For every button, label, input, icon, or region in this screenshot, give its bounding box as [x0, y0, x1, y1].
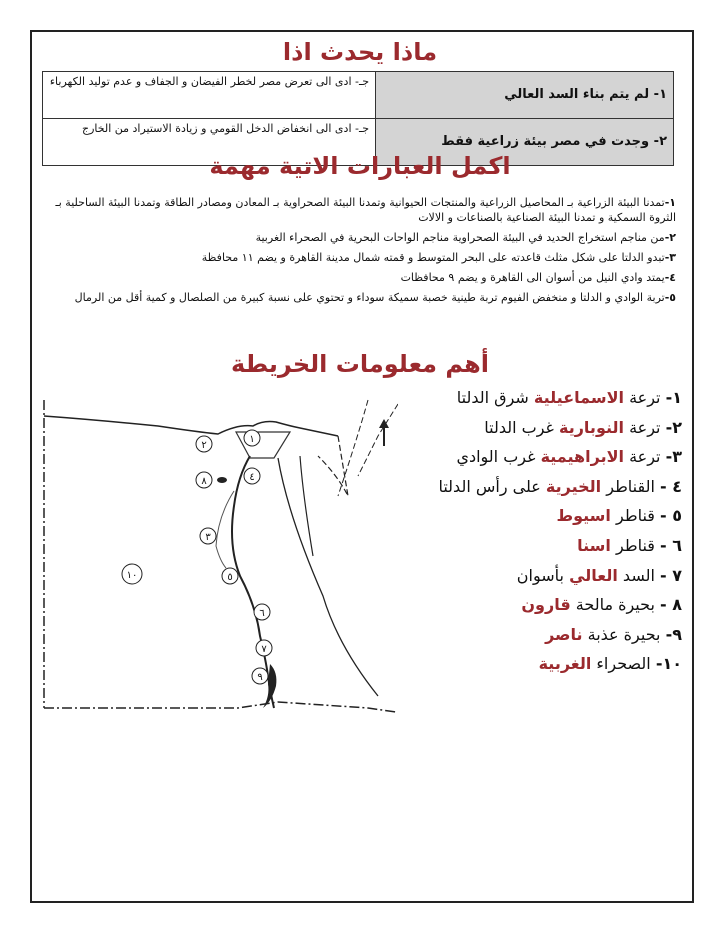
map-label-6: ٦: [259, 608, 265, 619]
item-number: ٢-: [664, 231, 676, 244]
map-legend: [382, 383, 682, 679]
item-number: ٣-: [664, 251, 676, 264]
legend-item: ٤ - القناطر الخيرية على رأس الدلتا: [438, 476, 682, 496]
complete-title: اكمل العبارات الاتية مهمة: [209, 152, 511, 180]
question-cell: ١- لم يتم بناء السد العالي: [376, 72, 674, 119]
list-item: [40, 270, 676, 285]
legend-item: ١٠- الصحراء الغربية: [538, 654, 682, 674]
list-item: [40, 290, 676, 305]
southern-border: [44, 702, 396, 712]
question-cell: ٢- وجدت في مصر بيئة زراعية فقط: [376, 119, 674, 166]
item-text: تمدنا البيئة الزراعية بـ المحاصيل الزراعية والمنتجات الحيوانية وتمدنا البيئة الصحراوية بـ المعادن ومصادر الطاقة وتمدنا البيئة الساحلية بـ الثروة السمكية و تمدنا البيئة الصناعية بالصناعات و الالات: [55, 196, 676, 224]
item-text: تبدو الدلتا على شكل مثلث قاعدته على البحر المتوسط و قمته شمال مدينة القاهرة و يضم ١١ محافظة: [201, 251, 665, 264]
map-label-9: ٩: [257, 672, 263, 683]
item-text: من مناجم استخراج الحديد في البيئة الصحراوية مناجم الواحات البحرية في الصحراء الغربية: [255, 231, 665, 244]
legend-item: ٥ - قناطر اسيوط: [556, 506, 682, 526]
item-text: تربة الوادي و الدلتا و منخفض الفيوم تربة طينية خصبة سميكة سوداء و تحتوي على نسبة كبيرة من الصلصال و كمية أقل من الرمال: [74, 291, 665, 304]
what-if-title: ماذا يحدث اذا: [282, 38, 438, 66]
map-label-1: ١: [249, 434, 255, 445]
map-label-2: ٢: [201, 440, 207, 451]
legend-item: ٩- بحيرة عذبة ناصر: [545, 624, 682, 644]
map-label-5: ٥: [227, 572, 233, 583]
red-sea-coast: [278, 458, 378, 696]
map-info-title: أهم معلومات الخريطة: [230, 350, 490, 378]
legend-item: ٧ - السد العالي بأسوان: [516, 565, 682, 585]
item-number: ١-: [664, 196, 676, 209]
legend-item: ٢- ترعة النوبارية غرب الدلتا: [484, 417, 682, 437]
gulf-suez: [300, 456, 313, 556]
map-label-7: ٧: [261, 644, 267, 655]
dashed-line: [338, 400, 368, 496]
list-item: [40, 195, 676, 225]
sinai-border: [318, 436, 348, 496]
legend-item: ٦ - قناطر اسنا: [577, 535, 682, 555]
list-item: [40, 230, 676, 245]
table-row: [43, 72, 674, 119]
answer-cell: جـ- ادى الى انخفاض الدخل القومي و زيادة الاستيراد من الخارج: [43, 119, 376, 166]
map-label-3: ٣: [205, 532, 211, 543]
map-label-10: ١٠: [126, 570, 138, 581]
mediterranean-coast: [44, 416, 338, 436]
answer-cell: جـ- ادى الى تعرض مصر لخطر الفيضان و الجفاف و عدم توليد الكهرباء: [43, 72, 376, 119]
item-number: ٤-: [664, 271, 676, 284]
map-label-4: ٤: [249, 472, 255, 483]
item-text: يمتد وادي النيل من أسوان الى القاهرة و يضم ٩ محافظات: [400, 271, 665, 284]
nile-river: [232, 456, 274, 708]
item-number: ٥-: [664, 291, 676, 304]
lake-qarun: [217, 477, 227, 483]
legend-item: ١- ترعة الاسماعيلية شرق الدلتا: [456, 388, 682, 407]
legend-item: ٨ - بحيرة مالحة قارون: [521, 595, 682, 615]
legend-item: ٣- ترعة الابراهيمية غرب الوادي: [456, 447, 682, 467]
statements-list: [40, 195, 676, 310]
egypt-map: [38, 396, 398, 718]
list-item: [40, 250, 676, 265]
map-label-8: ٨: [201, 476, 207, 487]
